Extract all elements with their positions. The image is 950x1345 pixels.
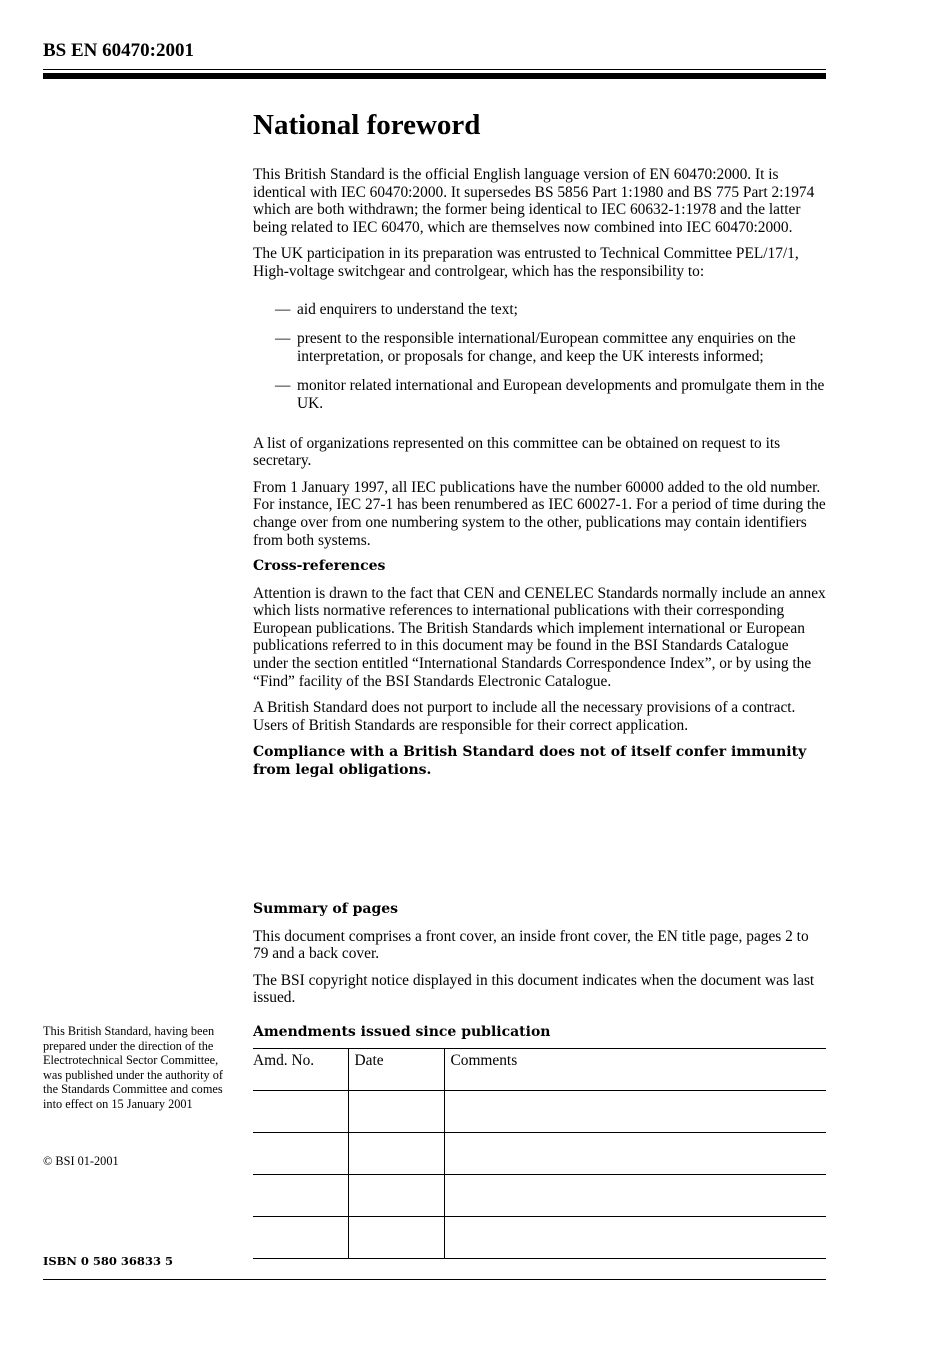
table-cell	[444, 1091, 826, 1133]
cross-references-heading: Cross-references	[253, 558, 386, 575]
intro-paragraph: This British Standard is the official English language version of EN 60470:2000. It is identical with IEC 60470:2000. It supersedes BS 5856 Part 1:1980 and BS 775 Part 2:1974 which are both withdrawn; the former being identical to IEC 60632-1:1978 and the latter being related to IEC 60470, which are themselves now combined into IEC 60470:2000.	[253, 166, 815, 236]
dash-marker: —	[275, 300, 291, 318]
table-cell	[444, 1133, 826, 1175]
summary-paragraph: This document comprises a front cover, an inside front cover, the EN title page, pages 2 to 79 and a back cover.	[253, 927, 809, 963]
table-cell	[444, 1217, 826, 1259]
table-row	[253, 1175, 826, 1217]
list-item-text: monitor related international and European developments and promulgate them in the UK.	[297, 377, 825, 412]
dash-marker: —	[275, 377, 291, 395]
page-title: National foreword	[253, 109, 481, 141]
table-cell	[348, 1217, 444, 1259]
isbn-number: ISBN 0 580 36833 5	[43, 1254, 173, 1268]
body-paragraph: From 1 January 1997, all IEC publications have the number 60000 added to the old number. For instance, IEC 27-1 has been renumbered as IEC 60027-1. For a period of time during the change over from one numbering system to the other, publications may contain identifiers from both systems.	[253, 478, 826, 549]
copyright-notice: © BSI 01-2001	[43, 1154, 119, 1168]
body-paragraph: Attention is drawn to the fact that CEN and CENELEC Standards normally include an annex which lists normative references to international publications with their corresponding European publications. The British Standards which implement international or European publications referred to in this document may be found in the BSI Standards Catalogue under the section entitled “International Standards Correspondence Index”, or by using the “Find” facility of the BSI Standards Electronic Catalogue.	[253, 584, 826, 690]
table-row	[253, 1133, 826, 1175]
header-rule-thick	[43, 73, 826, 79]
footer-rule	[43, 1279, 826, 1280]
dash-marker: —	[275, 330, 291, 348]
responsibility-list	[253, 301, 826, 413]
main-content	[253, 108, 826, 779]
table-row	[253, 1091, 826, 1133]
table-cell	[348, 1175, 444, 1217]
column-header-comments: Comments	[444, 1049, 826, 1091]
amendments-table	[253, 1048, 826, 1259]
column-header-date: Date	[348, 1049, 444, 1091]
list-item	[253, 377, 826, 412]
column-header-amd-no: Amd. No.	[253, 1049, 348, 1091]
publication-note: This British Standard, having been prepared under the direction of the Electrotechnical Sector Committee, was published under the authority of the Standards Committee and comes into effect on 15 January 2001	[43, 1024, 223, 1111]
table-cell	[444, 1175, 826, 1217]
document-id-header: BS EN 60470:2001	[43, 40, 194, 61]
table-cell	[348, 1091, 444, 1133]
list-item-text: present to the responsible international/European committee any enquiries on the interpretation, or proposals for change, and keep the UK interests informed;	[297, 330, 796, 365]
body-paragraph: A British Standard does not purport to include all the necessary provisions of a contract. Users of British Standards are responsible for their correct application.	[253, 699, 796, 734]
list-item	[253, 301, 826, 319]
compliance-note: Compliance with a British Standard does not of itself confer immunity from legal obligations.	[253, 744, 807, 779]
body-paragraph: A list of organizations represented on this committee can be obtained on request to its secretary.	[253, 434, 781, 470]
amendments-heading: Amendments issued since publication	[253, 1024, 551, 1040]
table-cell	[253, 1091, 348, 1133]
table-cell	[253, 1175, 348, 1217]
table-cell	[253, 1217, 348, 1259]
table-row	[253, 1217, 826, 1259]
intro-paragraph: The UK participation in its preparation was entrusted to Technical Committee PEL/17/1, High-voltage switchgear and controlgear, which has the responsibility to:	[253, 245, 799, 280]
table-cell	[348, 1133, 444, 1175]
summary-paragraph: The BSI copyright notice displayed in this document indicates when the document was last issued.	[253, 971, 815, 1007]
list-item-text: aid enquirers to understand the text;	[297, 300, 518, 318]
summary-heading: Summary of pages	[253, 901, 399, 917]
header-rule-thin	[43, 69, 826, 70]
table-cell	[253, 1133, 348, 1175]
table-header-row	[253, 1049, 826, 1091]
summary-of-pages	[253, 901, 826, 1016]
list-item	[253, 330, 826, 365]
